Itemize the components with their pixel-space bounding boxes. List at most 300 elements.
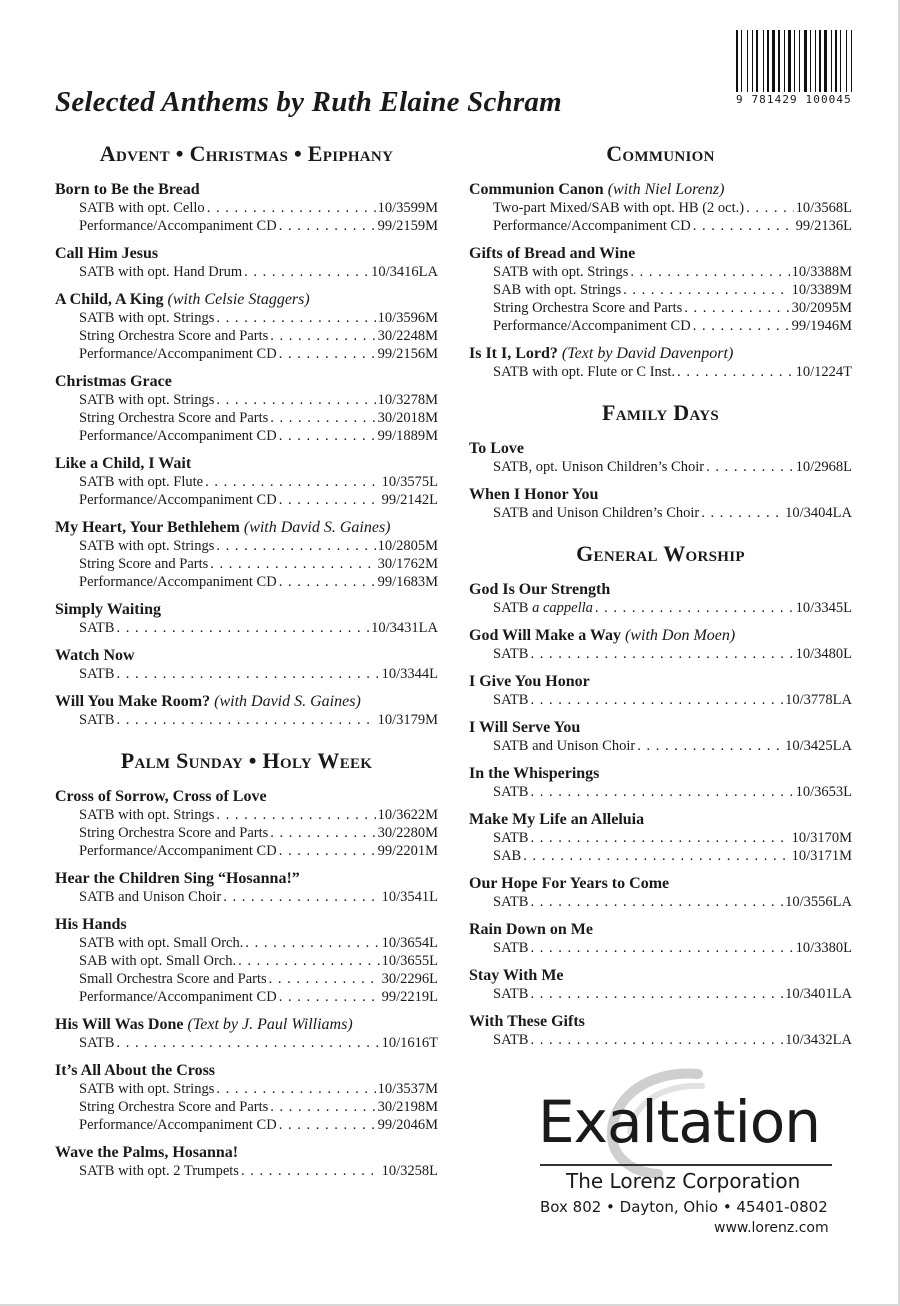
barcode-bar [747, 30, 748, 92]
catalog-number: 30/2280M [377, 825, 438, 841]
anthem-entry [55, 244, 438, 281]
barcode-bar [754, 30, 755, 92]
edition-row [55, 1034, 438, 1052]
barcode-bar [815, 30, 816, 92]
edition-voicing: String Score and Parts [79, 556, 209, 572]
barcode-bar [804, 30, 807, 92]
anthem-entry [469, 439, 852, 476]
edition-voicing: SATB [493, 1032, 529, 1048]
anthem-title-text: I Give You Honor [469, 673, 590, 690]
dot-leader [244, 263, 369, 281]
anthem-title-text: Make My Life an Alleluia [469, 811, 645, 828]
catalog-number: 30/2018M [377, 410, 438, 426]
anthem-entry [469, 244, 852, 335]
barcode-bar [770, 30, 771, 92]
anthem-entry [469, 920, 852, 957]
dot-leader [530, 893, 783, 911]
barcode-bar [853, 30, 855, 92]
edition-row [55, 199, 438, 217]
catalog-number: 99/2156M [377, 346, 438, 362]
edition-description [79, 409, 268, 427]
anthem-entry [469, 626, 852, 663]
edition-description [493, 281, 621, 299]
edition-description [493, 847, 521, 865]
catalog-number: 10/3431LA [371, 620, 438, 636]
edition-voicing: SATB with opt. Hand Drum [79, 264, 243, 280]
barcode-bar [828, 30, 830, 92]
barcode-bar [772, 30, 775, 92]
dot-leader [279, 217, 376, 235]
barcode-bar [812, 30, 814, 92]
anthem-entry [469, 874, 852, 911]
catalog-number: 30/2296L [381, 971, 438, 987]
anthem-title [55, 1143, 438, 1162]
publisher-address: Box 802 • Dayton, Ohio • 45401-0802 [540, 1198, 828, 1216]
barcode-bar [810, 30, 811, 92]
catalog-number: 10/3541L [381, 889, 438, 905]
edition-description [79, 824, 268, 842]
edition-description [79, 888, 221, 906]
barcode-digits: 9 781429 100045 [736, 93, 852, 106]
edition-description [79, 665, 114, 683]
dot-leader [530, 939, 793, 957]
edition-description [493, 263, 628, 281]
section-heading: General Worship [576, 541, 745, 566]
edition-row [55, 1116, 438, 1134]
section-heading: Advent • Christmas • Epiphany [99, 141, 394, 166]
dot-leader [637, 737, 783, 755]
anthem-title [469, 626, 852, 645]
barcode-bar [817, 30, 818, 92]
dot-leader [270, 1098, 375, 1116]
anthem-entry [469, 580, 852, 617]
anthem-title [55, 787, 438, 806]
publisher-brand: Exaltation [538, 1088, 821, 1156]
anthem-title [55, 180, 438, 199]
publisher-logo [520, 1068, 860, 1248]
edition-voicing: SATB and Unison Choir [79, 889, 222, 905]
anthem-entry [55, 372, 438, 445]
catalog-number: 10/1616T [381, 1035, 438, 1051]
catalog-number: 10/3480L [795, 646, 852, 662]
dot-leader [279, 345, 376, 363]
catalog-number: 10/3556LA [785, 894, 852, 910]
anthem-title [469, 672, 852, 691]
dot-leader [238, 952, 380, 970]
edition-voicing: String Orchestra Score and Parts [493, 300, 683, 316]
catalog-number: 99/1946M [791, 318, 852, 334]
anthem-title [55, 915, 438, 934]
edition-voicing: SATB with opt. Flute or C Inst. [493, 364, 676, 380]
edition-row [55, 217, 438, 235]
anthem-entry [55, 600, 438, 637]
anthem-title [469, 344, 852, 363]
dot-leader [223, 888, 379, 906]
anthem-credit: (with David S. Gaines) [214, 693, 361, 710]
barcode-bar [792, 30, 793, 92]
barcode [736, 30, 868, 106]
edition-row [469, 458, 852, 476]
anthem-title-text: Cross of Sorrow, Cross of Love [55, 788, 267, 805]
anthem-entry [55, 290, 438, 363]
barcode-bar [851, 30, 852, 92]
barcode-bar [749, 30, 751, 92]
anthem-title-text: To Love [469, 440, 524, 457]
barcode-bar [767, 30, 769, 92]
anthem-credit: (with Don Moen) [625, 627, 736, 644]
edition-voicing: SATB [493, 940, 529, 956]
edition-description [79, 842, 277, 860]
dot-leader [116, 711, 375, 729]
dot-leader [623, 281, 789, 299]
anthem-title [55, 1015, 438, 1034]
anthem-title [469, 920, 852, 939]
edition-voicing: SATB [493, 646, 529, 662]
dot-leader [701, 504, 783, 522]
barcode-bar [831, 30, 832, 92]
barcode-bar [752, 30, 753, 92]
anthem-title-text: God Is Our Strength [469, 581, 611, 598]
catalog-number: 99/2201M [377, 843, 438, 859]
edition-voicing: SATB and Unison Choir [493, 738, 636, 754]
dot-leader [270, 327, 375, 345]
edition-description [79, 1116, 277, 1134]
catalog-number: 30/2248M [377, 328, 438, 344]
dot-leader [216, 391, 375, 409]
edition-row [469, 263, 852, 281]
edition-voicing: Performance/Accompaniment CD [79, 492, 277, 508]
anthem-title [55, 372, 438, 391]
anthem-title-text: Our Hope For Years to Come [469, 875, 670, 892]
anthem-title-text: Gifts of Bread and Wine [469, 245, 636, 262]
anthem-title-text: My Heart, Your Bethlehem [55, 519, 240, 536]
edition-description [79, 970, 267, 988]
dot-leader [216, 309, 375, 327]
edition-description [79, 537, 214, 555]
edition-description [493, 458, 704, 476]
anthem-title-text: In the Whisperings [469, 765, 600, 782]
edition-description [79, 263, 242, 281]
edition-description [79, 327, 268, 345]
dot-leader [279, 491, 380, 509]
barcode-bar [842, 30, 845, 92]
catalog-number: 10/3653L [795, 784, 852, 800]
dot-leader [523, 847, 789, 865]
dot-leader [279, 427, 376, 445]
edition-description [79, 473, 203, 491]
anthem-title-text: God Will Make a Way [469, 627, 622, 644]
edition-description [493, 199, 744, 217]
publisher-website[interactable]: www.lorenz.com [714, 1220, 829, 1236]
anthem-entry [469, 344, 852, 381]
dot-leader [530, 691, 783, 709]
dot-leader [684, 299, 789, 317]
edition-row [55, 345, 438, 363]
edition-description [79, 952, 236, 970]
catalog-number: 10/3171M [791, 848, 852, 864]
anthem-credit: (Text by David Davenport) [561, 345, 734, 362]
anthem-title-text: Wave the Palms, Hosanna! [55, 1144, 239, 1161]
section-heading: Communion [606, 141, 715, 166]
edition-row [55, 888, 438, 906]
dot-leader [279, 573, 376, 591]
barcode-bar [846, 30, 847, 92]
dot-leader [530, 829, 789, 847]
edition-description [79, 555, 208, 573]
dot-leader [216, 537, 375, 555]
edition-row [55, 263, 438, 281]
catalog-number: 30/2198M [377, 1099, 438, 1115]
barcode-bar [739, 30, 740, 92]
dot-leader [241, 1162, 380, 1180]
anthem-entry [55, 454, 438, 509]
catalog-number: 10/3388M [791, 264, 852, 280]
barcode-bar [835, 30, 837, 92]
barcode-bar [801, 30, 803, 92]
edition-description [79, 806, 214, 824]
edition-description [79, 934, 243, 952]
dot-leader [216, 806, 375, 824]
publisher-company: The Lorenz Corporation [566, 1169, 801, 1193]
anthem-credit: (with Celsie Staggers) [167, 291, 310, 308]
barcode-bar [796, 30, 798, 92]
edition-description [79, 391, 214, 409]
edition-voicing: SATB [493, 692, 529, 708]
edition-row [55, 409, 438, 427]
anthem-entry [55, 1143, 438, 1180]
edition-voicing: SAB [493, 848, 522, 864]
edition-row [55, 309, 438, 327]
edition-description [79, 619, 114, 637]
edition-voicing: Performance/Accompaniment CD [79, 574, 277, 590]
barcode-bars [736, 30, 868, 92]
anthem-entry [55, 1061, 438, 1134]
catalog-number: 10/3380L [795, 940, 852, 956]
edition-voicing: String Orchestra Score and Parts [79, 825, 269, 841]
anthem-title [55, 646, 438, 665]
barcode-bar [840, 30, 841, 92]
anthem-title-text: Communion Canon [469, 181, 604, 198]
anthem-title-text: Hear the Children Sing “Hosanna!” [55, 870, 300, 887]
edition-row [469, 847, 852, 865]
edition-voicing: Performance/Accompaniment CD [79, 843, 277, 859]
dot-leader [116, 1034, 379, 1052]
edition-voicing: SATB with opt. Strings [79, 310, 215, 326]
dot-leader [270, 824, 375, 842]
anthem-title-text: Watch Now [55, 647, 135, 664]
anthem-title [469, 874, 852, 893]
anthem-entry [469, 672, 852, 709]
edition-row [469, 645, 852, 663]
catalog-number: 10/3179M [377, 712, 438, 728]
anthem-title-text: Born to Be the Bread [55, 181, 200, 198]
edition-voicing: Performance/Accompaniment CD [79, 218, 277, 234]
section-heading: Palm Sunday • Holy Week [120, 748, 373, 773]
edition-description [493, 645, 528, 663]
anthem-title-text: A Child, A King [55, 291, 164, 308]
anthem-entry [55, 787, 438, 860]
catalog-number: 10/3389M [791, 282, 852, 298]
catalog-number: 10/3401LA [785, 986, 852, 1002]
anthem-title-text: It’s All About the Cross [55, 1062, 216, 1079]
anthem-entry [469, 485, 852, 522]
anthem-title-text: Will You Make Room? [55, 693, 211, 710]
barcode-bar [819, 30, 821, 92]
anthem-title-text: I Will Serve You [469, 719, 581, 736]
catalog-number: 99/2219L [381, 989, 438, 1005]
edition-voicing: SATB with opt. Strings [493, 264, 629, 280]
catalog-number: 10/3170M [791, 830, 852, 846]
catalog-number: 99/2142L [381, 492, 438, 508]
edition-row [55, 970, 438, 988]
edition-voicing: String Orchestra Score and Parts [79, 410, 269, 426]
dot-leader [530, 783, 793, 801]
catalog-number: 10/3654L [381, 935, 438, 951]
catalog-number: 10/3596M [377, 310, 438, 326]
anthem-title-text: Rain Down on Me [469, 921, 594, 938]
edition-voicing: SATB [493, 986, 529, 1002]
edition-voicing: Small Orchestra Score and Parts [79, 971, 267, 987]
edition-row [469, 599, 852, 617]
barcode-bar [833, 30, 834, 92]
edition-row [55, 473, 438, 491]
edition-description [79, 1098, 268, 1116]
edition-row [55, 665, 438, 683]
anthem-entry [55, 646, 438, 683]
catalog-number: 10/3568L [795, 200, 852, 216]
edition-voicing-note: a cappella [532, 600, 593, 616]
edition-row [469, 217, 852, 235]
catalog-number: 10/3655L [381, 953, 438, 969]
edition-voicing: SATB with opt. Cello [79, 200, 205, 216]
edition-description [493, 599, 593, 617]
anthem-entry [55, 869, 438, 906]
anthem-title-text: Stay With Me [469, 967, 564, 984]
left-column [55, 140, 438, 1189]
catalog-number: 10/3404LA [785, 505, 852, 521]
anthem-title [55, 454, 438, 473]
edition-row [55, 573, 438, 591]
catalog-number: 10/3416LA [371, 264, 438, 280]
edition-row [469, 299, 852, 317]
edition-voicing: String Orchestra Score and Parts [79, 1099, 269, 1115]
anthem-title [469, 810, 852, 829]
anthem-title-text: His Hands [55, 916, 127, 933]
edition-row [55, 1080, 438, 1098]
anthem-title [55, 869, 438, 888]
barcode-bar [788, 30, 791, 92]
edition-row [55, 1162, 438, 1180]
edition-description [493, 691, 528, 709]
barcode-bar [743, 30, 746, 92]
barcode-bar [824, 30, 827, 92]
edition-row [469, 893, 852, 911]
edition-description [79, 573, 277, 591]
catalog-number: 10/1224T [795, 364, 852, 380]
catalog-number: 99/2159M [377, 218, 438, 234]
catalog-number: 10/3278M [377, 392, 438, 408]
edition-voicing: Performance/Accompaniment CD [79, 428, 277, 444]
edition-voicing: Performance/Accompaniment CD [79, 346, 277, 362]
edition-row [55, 327, 438, 345]
anthem-title [55, 1061, 438, 1080]
anthem-title [469, 966, 852, 985]
edition-row [469, 504, 852, 522]
edition-description [493, 504, 699, 522]
catalog-number: 10/3778LA [785, 692, 852, 708]
edition-row [469, 691, 852, 709]
edition-row [55, 842, 438, 860]
edition-voicing: SATB [79, 1035, 115, 1051]
anthem-title [469, 580, 852, 599]
anthem-title [469, 485, 852, 504]
anthem-title [469, 180, 852, 199]
dot-leader [116, 665, 379, 683]
dot-leader [270, 409, 375, 427]
barcode-bar [784, 30, 785, 92]
dot-leader [279, 1116, 376, 1134]
anthem-entry [469, 764, 852, 801]
anthem-credit: (with Niel Lorenz) [607, 181, 725, 198]
edition-row [55, 824, 438, 842]
edition-row [469, 199, 852, 217]
edition-description [79, 1080, 214, 1098]
edition-voicing: String Orchestra Score and Parts [79, 328, 269, 344]
edition-voicing: Performance/Accompaniment CD [79, 1117, 277, 1133]
anthem-title [55, 600, 438, 619]
edition-row [469, 363, 852, 381]
edition-row [55, 391, 438, 409]
catalog-number: 99/2046M [377, 1117, 438, 1133]
catalog-number: 10/3345L [795, 600, 852, 616]
barcode-bar [786, 30, 787, 92]
anthem-title-text: Christmas Grace [55, 373, 172, 390]
barcode-bar [736, 30, 738, 92]
anthem-entry [469, 180, 852, 235]
barcode-bar [778, 30, 780, 92]
edition-row [55, 711, 438, 729]
edition-description [79, 711, 114, 729]
catalog-number: 10/3599M [377, 200, 438, 216]
dot-leader [706, 458, 794, 476]
dot-leader [530, 645, 793, 663]
edition-voicing: SATB with opt. Strings [79, 538, 215, 554]
anthem-title [469, 439, 852, 458]
anthem-entry [55, 1015, 438, 1052]
edition-row [55, 934, 438, 952]
barcode-bar [756, 30, 758, 92]
anthem-title [55, 518, 438, 537]
edition-row [55, 988, 438, 1006]
logo-rule [540, 1164, 832, 1166]
edition-description [79, 199, 205, 217]
anthem-title [469, 1012, 852, 1031]
edition-voicing: Two-part Mixed/SAB with opt. HB (2 oct.) [493, 200, 745, 216]
edition-description [493, 829, 528, 847]
edition-voicing: SATB [493, 600, 533, 616]
edition-row [469, 985, 852, 1003]
edition-description [79, 345, 277, 363]
barcode-bar [765, 30, 766, 92]
catalog-number: 10/2968L [795, 459, 852, 475]
dot-leader [746, 199, 794, 217]
anthem-title [55, 290, 438, 309]
anthem-entry [55, 180, 438, 235]
dot-leader [269, 970, 380, 988]
barcode-bar [799, 30, 800, 92]
page-title: Selected Anthems by Ruth Elaine Schram [55, 86, 562, 118]
edition-row [469, 737, 852, 755]
